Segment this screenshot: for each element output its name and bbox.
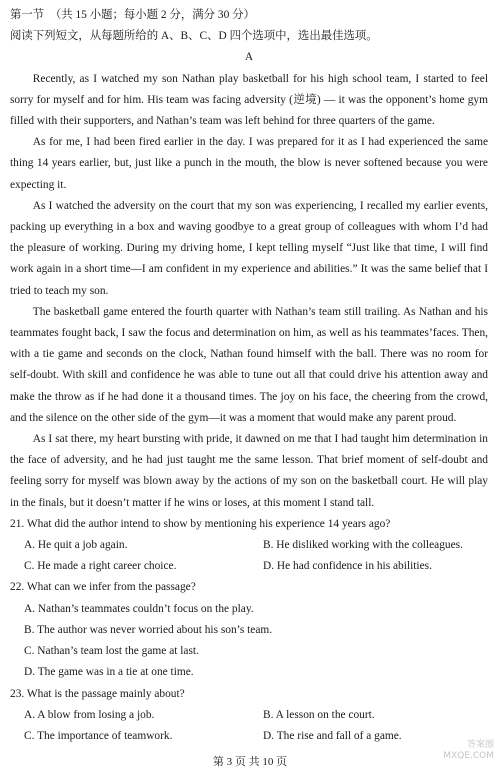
- paragraph: Recently, as I watched my son Nathan play basketball for his high school team, I started to feel sorry for myself and for him. His team was facing adversity (逆境) — it was the opponent’s home gym filled with their supporters, and Nathan’s team was left behind for three quarters of the game.: [10, 72, 488, 128]
- passage-label: A: [244, 51, 254, 64]
- option-c: C. He made a right career choice.: [24, 560, 177, 573]
- option-d: D. He had confidence in his abilities.: [263, 560, 432, 573]
- option-row: [10, 556, 488, 577]
- option-b: B. The author was never worried about his son’s team.: [24, 623, 273, 636]
- option-a: A. A blow from losing a job.: [24, 708, 155, 721]
- exam-page: [10, 5, 488, 747]
- question-stem: 21. What did the author intend to show by mentioning his experience 14 years ago?: [10, 517, 391, 530]
- section-header: 第一节 （共 15 小题；每小题 2 分，满分 30 分）: [10, 9, 255, 21]
- passage-body: [10, 69, 488, 514]
- option-c: C. The importance of teamwork.: [24, 729, 173, 742]
- option-d: D. The rise and fall of a game.: [263, 729, 402, 742]
- option-row: [10, 705, 488, 726]
- option-b: B. He disliked working with the colleagues.: [263, 539, 463, 552]
- question-stem: 22. What can we infer from the passage?: [10, 581, 196, 594]
- question-23: [10, 684, 488, 748]
- option-row: [10, 726, 488, 747]
- question-21: [10, 514, 488, 578]
- option-d: D. The game was in a tie at one time.: [24, 666, 194, 679]
- page-footer: 第 3 页 共 10 页: [212, 756, 288, 768]
- instructions: 阅读下列短文，从每题所给的 A、B、C、D 四个选项中，选出最佳选项。: [10, 30, 378, 43]
- watermark-logo: 答案圈 MXQE.COM: [443, 740, 494, 761]
- question-stem: 23. What is the passage mainly about?: [10, 687, 185, 700]
- paragraph: As I sat there, my heart bursting with pride, it dawned on me that I had taught him determination in the face of adversity, and he had just taught me the same lesson. That brief moment of self-doubt and feeling sorry for myself was blown away by the actions of my son on the basketball court. He will play in the finals, but it doesn’t matter if he wins or loses, at this moment I stand tall.: [10, 433, 488, 509]
- question-22: [10, 577, 488, 683]
- option-a: A. Nathan’s teammates couldn’t focus on the play.: [24, 602, 254, 615]
- paragraph: The basketball game entered the fourth quarter with Nathan’s team still trailing. As Nathan and his teammates fought back, I saw the focus and determination on him, as well as his teammates’faces. Then, with a tie game and seconds on the clock, Nathan found himself with the ball. There was no room for self-doubt. With skill and confidence he was able to tune out all that could drive his attention away and make the throw as if he had done it a thousand times. The joy on his face, the cheering from the crowd, and the silence on the other side of the gym—it was a moment that would make any parent proud.: [10, 305, 488, 424]
- option-row: [10, 535, 488, 556]
- paragraph: As for me, I had been fired earlier in the day. I was prepared for it as I had experienced the same thing 14 years earlier, but, just like a punch in the mouth, the blow is never softened because you were expecting it.: [10, 136, 488, 191]
- option-a: A. He quit a job again.: [24, 539, 128, 552]
- option-b: B. A lesson on the court.: [263, 708, 375, 721]
- paragraph: As I watched the adversity on the court that my son was experiencing, I recalled my earlier events, packing up everything in a box and waving goodbye to a great group of colleagues with whom I’d had the pleasure of working. During my driving home, I kept telling myself “Just like that time, I will find work again in a short time—I am confident in my experience and abilities.” It was the same belief that I tried to teach my son.: [10, 199, 488, 297]
- option-c: C. Nathan’s team lost the game at last.: [24, 645, 199, 658]
